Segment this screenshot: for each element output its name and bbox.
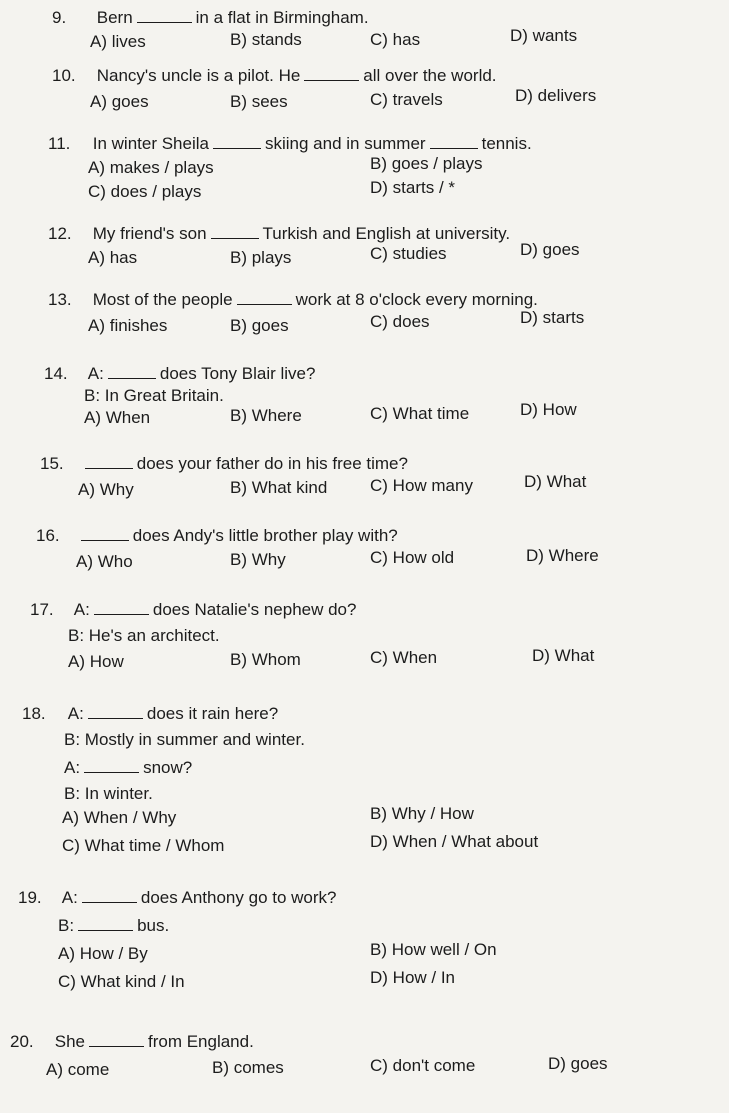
question-text: A:	[87, 364, 104, 383]
question-10-stem	[52, 66, 497, 86]
question-text: in a flat in Birmingham.	[195, 8, 369, 27]
question-number: 15.	[40, 454, 64, 473]
option-b[interactable]: B) Whom	[230, 650, 301, 669]
option-b[interactable]: B) stands	[230, 30, 302, 49]
question-number: 11.	[48, 134, 71, 153]
question-15-stem	[40, 454, 408, 474]
option-a[interactable]: A) makes / plays	[88, 158, 214, 177]
question-number: 20.	[10, 1032, 34, 1051]
question-text: A:	[61, 888, 78, 907]
question-text: bus.	[137, 916, 170, 935]
option-a[interactable]: A) Why	[78, 480, 134, 499]
answer-blank[interactable]	[78, 916, 133, 931]
option-c[interactable]: C) travels	[370, 90, 443, 109]
option-c[interactable]: C) does	[370, 312, 430, 331]
answer-blank[interactable]	[304, 66, 359, 81]
question-text: A:	[64, 758, 81, 777]
option-b[interactable]: B) How well / On	[370, 940, 497, 959]
answer-blank[interactable]	[237, 290, 292, 305]
question-number: 17.	[30, 600, 54, 619]
answer-blank[interactable]	[137, 8, 192, 23]
option-c[interactable]: C) How many	[370, 476, 473, 495]
option-d[interactable]: D) starts / *	[370, 178, 456, 197]
answer-blank[interactable]	[88, 704, 143, 719]
option-b[interactable]: B) What kind	[230, 478, 328, 497]
option-b[interactable]: B) goes / plays	[370, 154, 483, 173]
question-number: 10.	[52, 66, 76, 85]
question-text: Nancy's uncle is a pilot. He	[96, 66, 301, 85]
option-b[interactable]: B) goes	[230, 316, 289, 335]
question-18-followup	[64, 758, 192, 778]
option-d[interactable]: D) starts	[520, 308, 585, 327]
answer-blank[interactable]	[213, 134, 261, 149]
option-b[interactable]: B) sees	[230, 92, 288, 111]
question-text: does Natalie's nephew do?	[152, 600, 357, 619]
option-c[interactable]: C) What time / Whom	[62, 836, 225, 855]
answer-blank[interactable]	[108, 364, 156, 379]
option-c[interactable]: C) When	[370, 648, 438, 667]
question-text: from England.	[147, 1032, 254, 1051]
option-d[interactable]: D) goes	[520, 240, 580, 259]
option-b[interactable]: B) Why / How	[370, 804, 474, 823]
option-c[interactable]: C) has	[370, 30, 421, 49]
answer-blank[interactable]	[94, 600, 149, 615]
option-b[interactable]: B) Where	[230, 406, 302, 425]
option-a[interactable]: A) finishes	[88, 316, 168, 335]
option-a[interactable]: A) has	[88, 248, 138, 267]
question-number: 19.	[18, 888, 42, 907]
question-text: work at 8 o'clock every morning.	[295, 290, 538, 309]
question-12-stem	[48, 224, 510, 244]
answer-blank[interactable]	[89, 1032, 144, 1047]
question-text: does Andy's little brother play with?	[132, 526, 398, 545]
answer-blank[interactable]	[85, 454, 133, 469]
question-text: skiing and in summer	[264, 134, 426, 153]
option-c[interactable]: C) studies	[370, 244, 447, 263]
option-c[interactable]: C) does / plays	[88, 182, 202, 201]
answer-blank[interactable]	[211, 224, 259, 239]
question-text: snow?	[143, 758, 193, 777]
option-a[interactable]: A) How / By	[58, 944, 148, 963]
question-19-stem	[18, 888, 337, 908]
question-18-answer-line: B: Mostly in summer and winter.	[64, 730, 305, 749]
question-11-stem	[48, 134, 532, 154]
option-b[interactable]: B) comes	[212, 1058, 284, 1077]
question-text: Most of the people	[92, 290, 233, 309]
option-a[interactable]: A) goes	[90, 92, 149, 111]
option-a[interactable]: A) lives	[90, 32, 146, 51]
question-text: tennis.	[481, 134, 532, 153]
answer-blank[interactable]	[81, 526, 129, 541]
option-d[interactable]: D) How	[520, 400, 577, 419]
question-text: does your father do in his free time?	[136, 454, 408, 473]
question-text: A:	[67, 704, 84, 723]
question-number: 16.	[36, 526, 60, 545]
option-d[interactable]: D) When / What about	[370, 832, 539, 851]
question-text: does Anthony go to work?	[140, 888, 337, 907]
question-text: In winter Sheila	[92, 134, 209, 153]
option-c[interactable]: C) What kind / In	[58, 972, 185, 991]
question-17-answer-line: B: He's an architect.	[68, 626, 220, 645]
option-c[interactable]: C) How old	[370, 548, 455, 567]
question-14-answer-line: B: In Great Britain.	[84, 386, 224, 405]
answer-blank[interactable]	[82, 888, 137, 903]
question-number: 9.	[52, 8, 67, 27]
question-text: She	[54, 1032, 85, 1051]
option-b[interactable]: B) Why	[230, 550, 286, 569]
option-a[interactable]: A) Who	[76, 552, 133, 571]
question-16-stem	[36, 526, 398, 546]
option-b[interactable]: B) plays	[230, 248, 292, 267]
question-18-stem	[22, 704, 278, 724]
question-number: 12.	[48, 224, 72, 243]
option-d[interactable]: D) delivers	[515, 86, 597, 105]
question-text: B:	[58, 916, 75, 935]
option-a[interactable]: A) When	[84, 408, 151, 427]
question-9-stem	[52, 8, 369, 28]
question-17-stem	[30, 600, 356, 620]
option-a[interactable]: A) How	[68, 652, 124, 671]
answer-blank[interactable]	[430, 134, 478, 149]
option-d[interactable]: D) What	[532, 646, 595, 665]
option-d[interactable]: D) wants	[510, 26, 578, 45]
question-number: 14.	[44, 364, 68, 383]
option-c[interactable]: C) don't come	[370, 1056, 476, 1075]
question-text: My friend's son	[92, 224, 207, 243]
question-text: does it rain here?	[146, 704, 279, 723]
question-13-stem	[48, 290, 538, 310]
option-c[interactable]: C) What time	[370, 404, 470, 423]
option-d[interactable]: D) Where	[526, 546, 599, 565]
answer-blank[interactable]	[84, 758, 139, 773]
question-number: 18.	[22, 704, 46, 723]
option-a[interactable]: A) When / Why	[62, 808, 177, 827]
option-d[interactable]: D) How / In	[370, 968, 456, 987]
question-text: does Tony Blair live?	[159, 364, 316, 383]
question-number: 13.	[48, 290, 72, 309]
question-18-followup-answer: B: In winter.	[64, 784, 153, 803]
question-20-stem	[10, 1032, 254, 1052]
question-text: Turkish and English at university.	[262, 224, 511, 243]
option-d[interactable]: D) goes	[548, 1054, 608, 1073]
option-a[interactable]: A) come	[46, 1060, 110, 1079]
question-text: all over the world.	[363, 66, 497, 85]
question-19-followup	[58, 916, 169, 936]
question-text: Bern	[96, 8, 133, 27]
option-d[interactable]: D) What	[524, 472, 587, 491]
question-text: A:	[73, 600, 90, 619]
question-14-stem	[44, 364, 315, 384]
